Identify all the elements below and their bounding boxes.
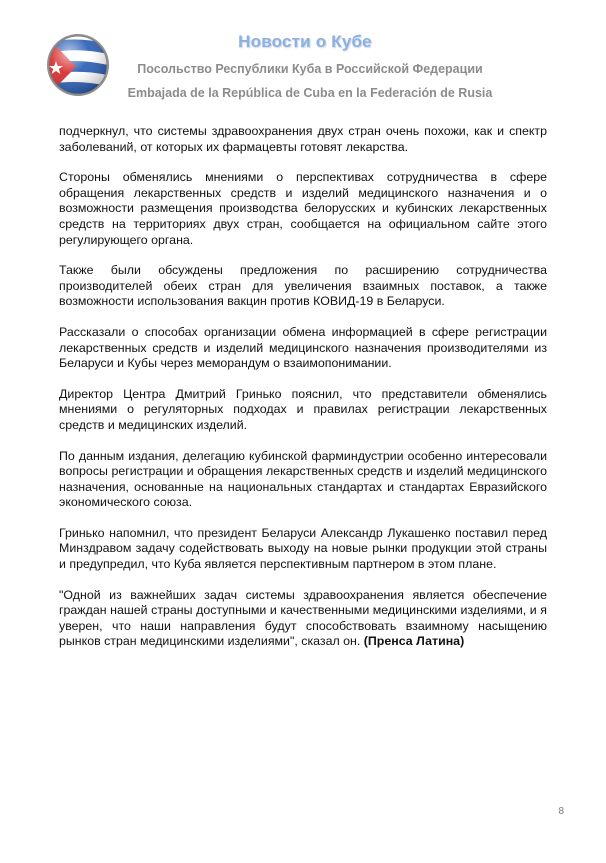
article-body bbox=[59, 124, 547, 665]
quote-paragraph bbox=[59, 588, 547, 650]
paragraph: Рассказали о способах организации обмена информацией в сфере регистрации лекарственных средств и изделий медицинского назначения производителями из Беларуси и Кубы через меморандум о взаимопонимании. bbox=[59, 324, 547, 371]
page-header bbox=[0, 0, 606, 120]
paragraph: Директор Центра Дмитрий Гринько пояснил, что представители обменялись мнениями о регуляторных подходах и правилах регистрации лекарственных средств и медицинских изделий. bbox=[59, 386, 547, 432]
paragraph: Гринько напомнил, что президент Беларуси Александр Лукашенко поставил перед Минздравом задачу содействовать выходу на новые рынки продукции этой страны и предупредил, что Куба является перспективным партнером в этом плане. bbox=[59, 525, 547, 572]
news-source: (Пренса Латина) bbox=[363, 634, 465, 649]
paragraph: По данным издания, делегацию кубинской фарминдустрии особенно интересовали вопросы регистрации и обращения лекарственных средств и изделий медицинского назначения, основанные на национальных стандартах и стандартах Евразийского экономического союза. bbox=[59, 448, 547, 510]
paragraph: подчеркнул, что системы здравоохранения двух стран очень похожи, как и спектр заболеваний, от которых их фармацевты готовят лекарства. bbox=[59, 124, 547, 154]
paragraph: Также были обсуждены предложения по расширению сотрудничества производителей обеих стран для увеличения взаимных поставок, а также возможности использования вакцин против КОВИД-19 в Беларуси. bbox=[59, 263, 547, 309]
embassy-name-russian: Посольство Республики Куба в Российской Федерации bbox=[137, 62, 483, 76]
page-number: 8 bbox=[558, 806, 564, 817]
paragraph: Стороны обменялись мнениями о перспективах сотрудничества в сфере обращения лекарственных средств и изделий медицинского назначения и о возможности размещения производства белорусских и кубинских лекарственных средств на территориях двух стран, сообщается на официальном сайте этого регулирующего органа. bbox=[59, 170, 547, 247]
site-title: Новости о Кубе bbox=[238, 32, 372, 51]
quote-text: "Одной из важнейших задач системы здравоохранения является обеспечение граждан нашей страны доступными и качественными медицинскими изделиями, и я уверен, что наши направления будут способствовать взаимному насыщению рынков стран медицинскими изделиями", сказал он. bbox=[59, 587, 547, 649]
embassy-name-spanish: Embajada de la República de Cuba en la Federación de Rusia bbox=[127, 86, 493, 100]
